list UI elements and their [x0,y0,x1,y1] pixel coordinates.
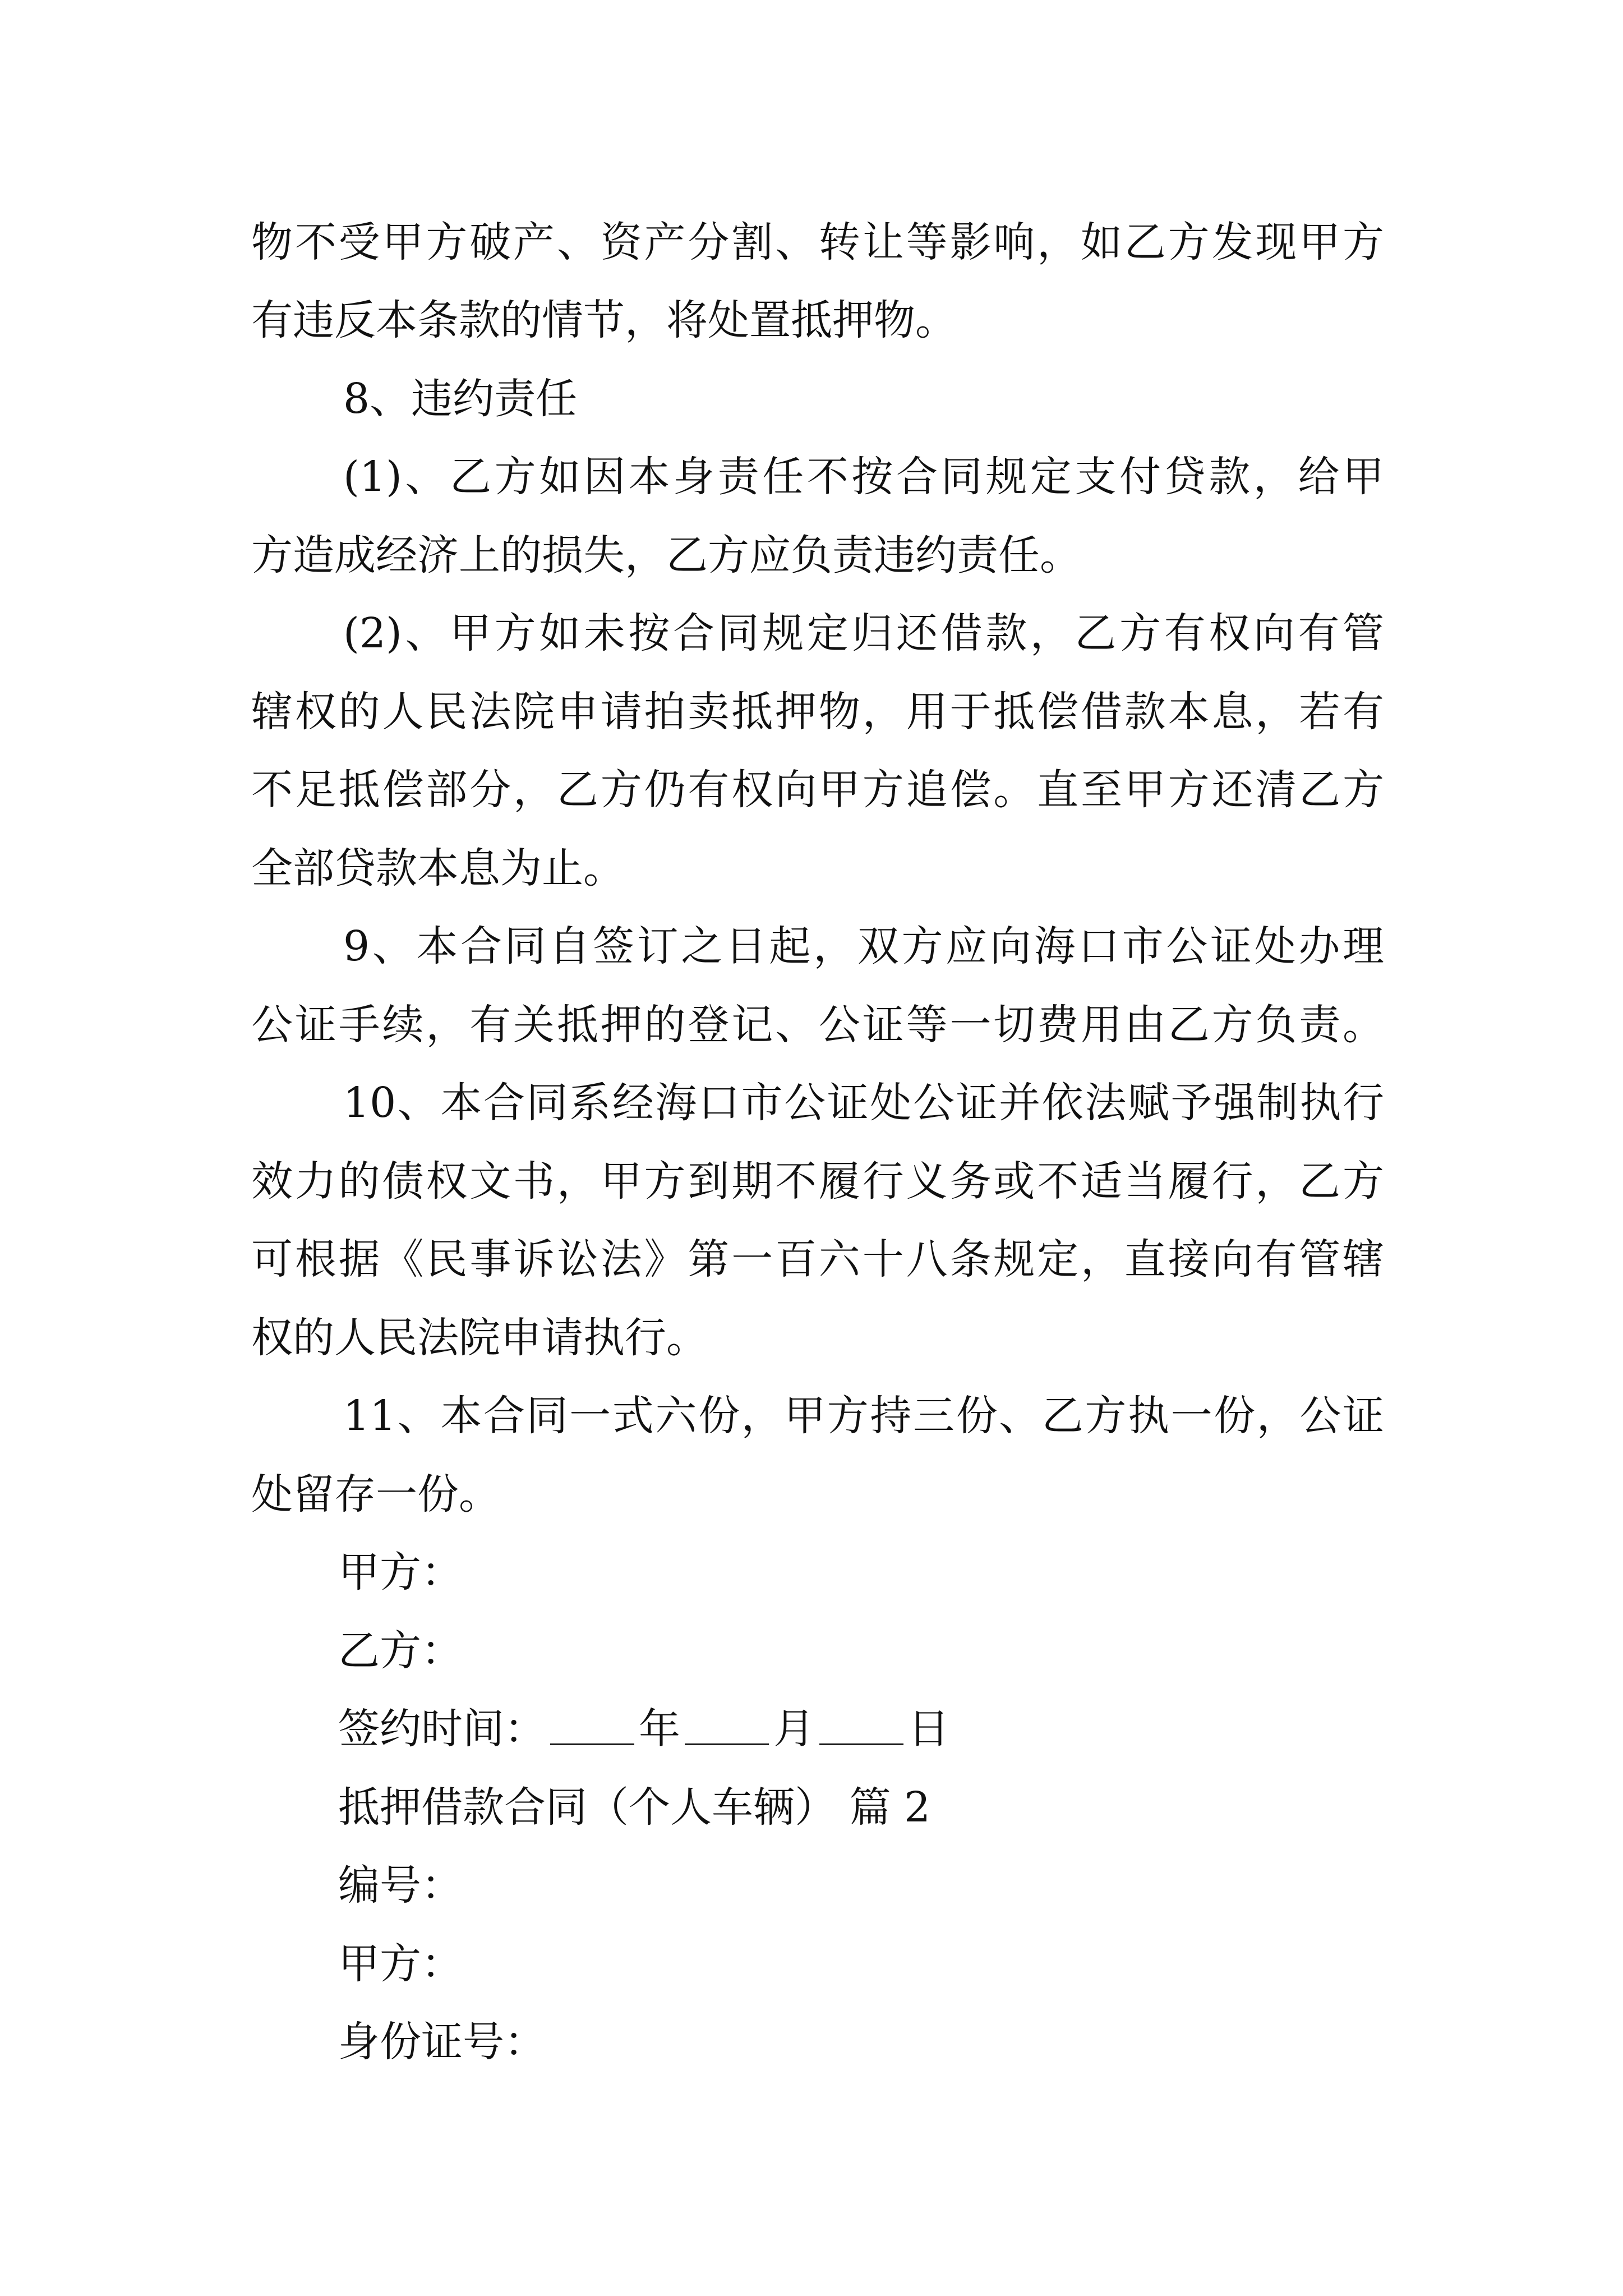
clause-8-2-line-1: (2)、甲方如未按合同规定归还借款，乙方有权向有管 [343,609,1384,657]
clause-10-line-2: 效力的债权文书，甲方到期不履行义务或不适当履行，乙方 [251,1157,1384,1205]
clause-10-line-1: 10、本合同系经海口市公证处公证并依法赋予强制执行 [343,1079,1384,1127]
sign-date-label: 签约时间： [338,1705,546,1753]
year-label: 年 [639,1705,680,1753]
clause-8-2-line-4: 全部贷款本息为止。 [251,844,625,892]
day-label: 日 [908,1705,949,1753]
clause-9-line-1: 9、本合同自签订之日起，双方应向海口市公证处办理 [343,922,1384,970]
clause-11-line-1: 11、本合同一式六份，甲方持三份、乙方执一份，公证 [343,1392,1384,1440]
party-a-label-2: 甲方： [338,1940,463,1988]
clause-8-1-line-2: 方造成经济上的损失，乙方应负责违约责任。 [251,531,1081,579]
serial-number-label: 编号： [338,1861,463,1910]
section-8-heading: 8、违约责任 [343,375,578,423]
clause-11-line-2: 处留存一份。 [251,1470,500,1519]
sign-date-line [338,1701,1384,1757]
clause-8-1-line-1: (1)、乙方如因本身责任不按合同规定支付贷款，给甲 [343,453,1384,501]
month-label: 月 [773,1705,815,1753]
para7-tail-line-1: 物不受甲方破产、资产分割、转让等影响，如乙方发现甲方 [251,218,1384,266]
year-blank [550,1702,634,1745]
party-a-label: 甲方： [338,1548,463,1596]
para7-tail-line-2: 有违反本条款的情节，将处置抵押物。 [251,296,957,344]
day-blank [819,1702,903,1745]
party-b-label: 乙方： [338,1627,463,1675]
clause-10-line-3: 可根据《民事诉讼法》第一百六十八条规定，直接向有管辖 [251,1235,1384,1283]
clause-8-2-line-3: 不足抵偿部分，乙方仍有权向甲方追偿。直至甲方还清乙方 [251,766,1384,814]
month-blank [685,1702,769,1745]
article-2-title: 抵押借款合同（个人车辆） 篇 2 [338,1783,931,1832]
clause-8-2-line-2: 辖权的人民法院申请拍卖抵押物，用于抵偿借款本息，若有 [251,688,1384,736]
clause-9-line-2: 公证手续，有关抵押的登记、公证等一切费用由乙方负责。 [251,1001,1384,1049]
clause-10-line-4: 权的人民法院申请执行。 [251,1314,708,1362]
id-number-label: 身份证号： [338,2018,546,2066]
